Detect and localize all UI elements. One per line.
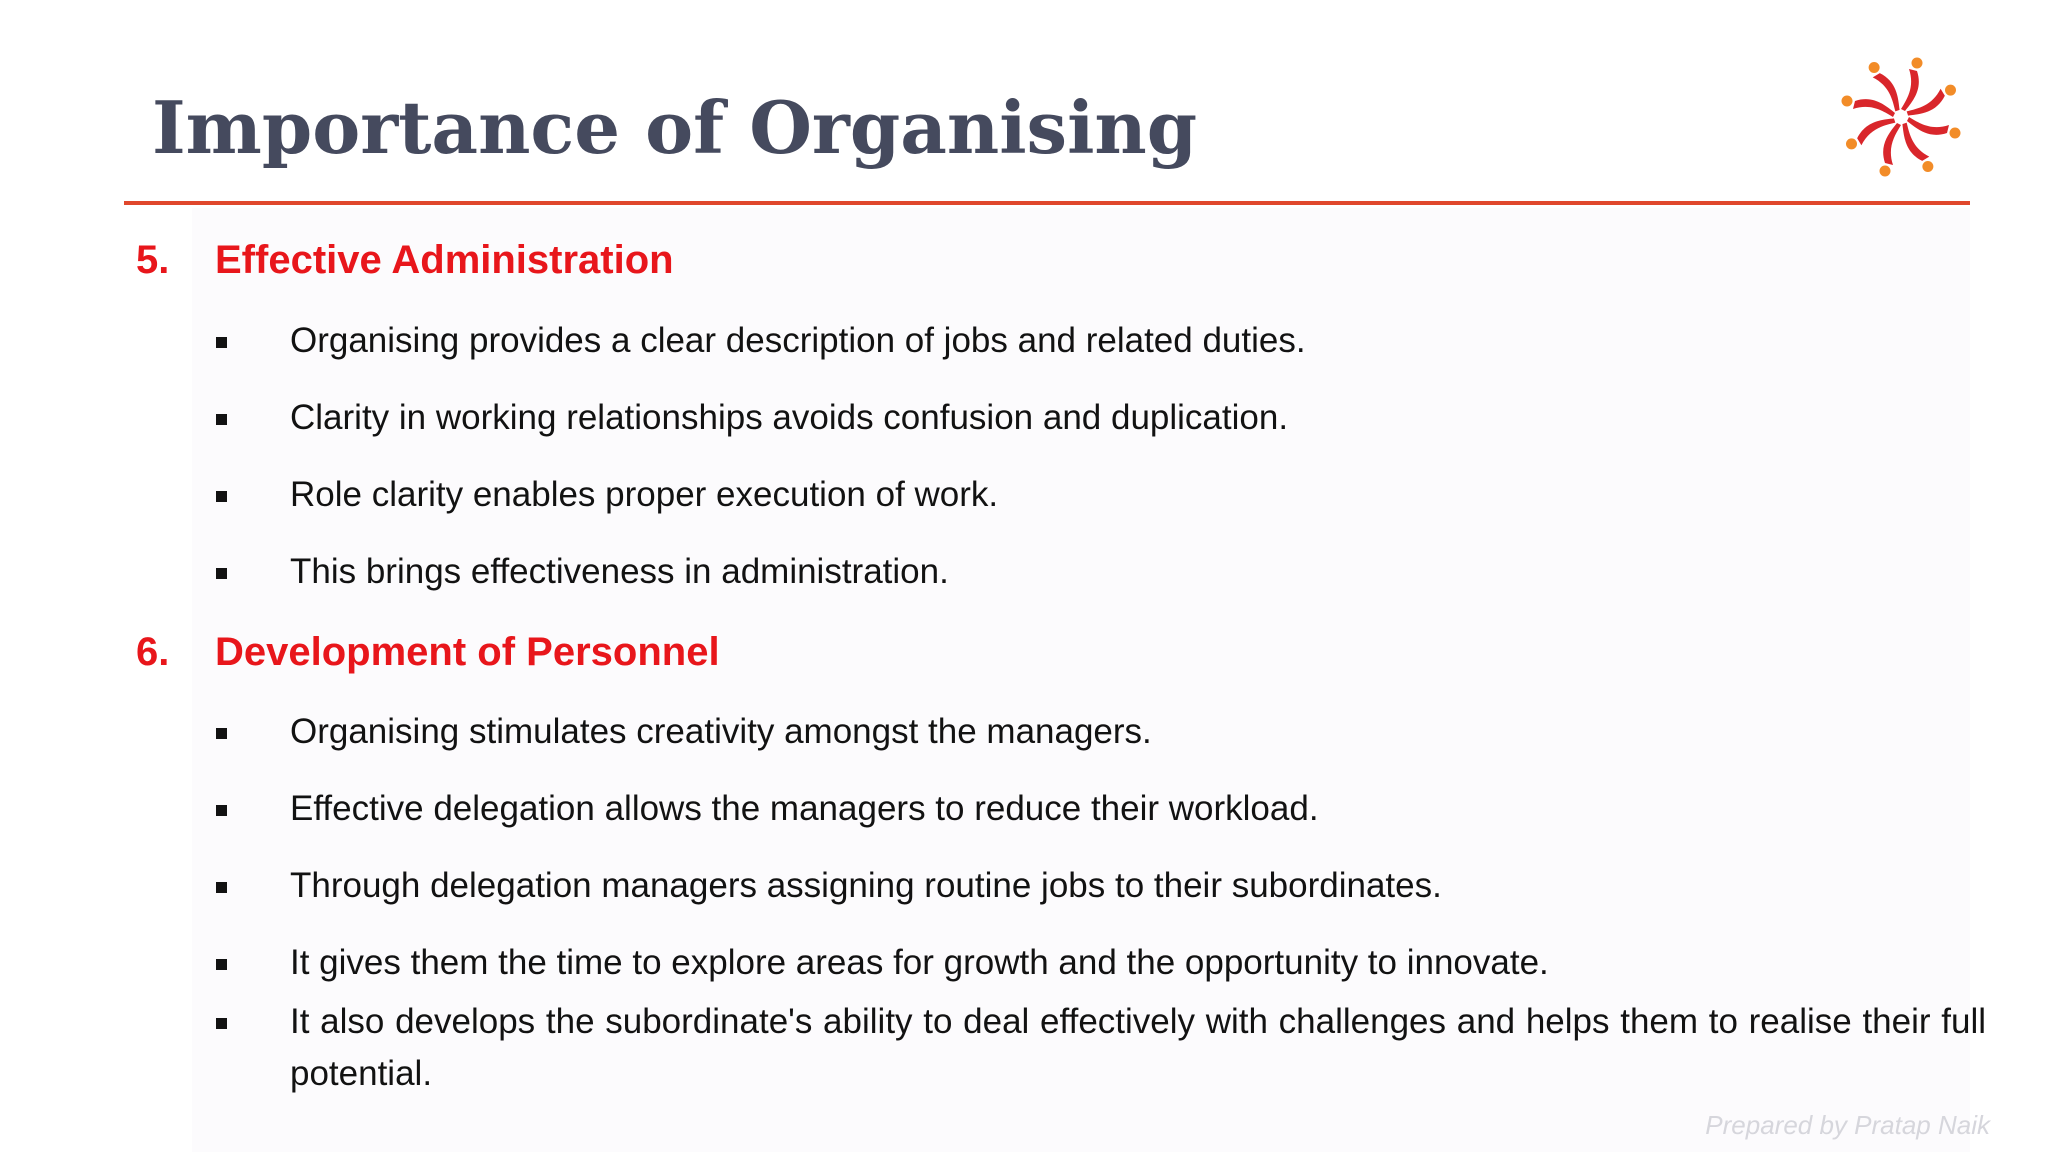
logo-figure [1901,58,1923,112]
bullet-text: Through delegation managers assigning routine jobs to their subordinates. [290,866,1442,905]
list-item [216,996,1986,1100]
section-title: Effective Administration [215,238,674,282]
list-item [216,706,1986,758]
bullet-text: This brings effectiveness in administration. [290,552,949,591]
square-bullet-icon [216,568,227,579]
list-item [216,937,1986,989]
square-bullet-icon [216,728,227,739]
slide-title: Importance of Organising [152,85,1198,170]
list-item [216,315,1986,367]
list-item [216,783,1986,835]
square-bullet-icon [216,337,227,348]
square-bullet-icon [216,882,227,893]
square-bullet-icon [216,805,227,816]
square-bullet-icon [216,491,227,502]
bullet-text: It also develops the subordinate's ability to deal effectively with challenges and helps them to realise their full potential. [290,1002,1986,1093]
people-circle-logo-icon [1836,52,1966,182]
footer-credit: Prepared by Pratap Naik [1705,1110,1990,1140]
title-underline [124,201,1970,205]
section-number: 6. [136,630,170,674]
square-bullet-icon [216,1018,227,1029]
section-number: 5. [136,238,170,282]
list-item [216,860,1986,912]
list-item [216,469,1986,521]
bullet-text: It gives them the time to explore areas for growth and the opportunity to innovate. [290,943,1549,982]
section-heading-development-of-personnel [136,632,720,672]
logo-figure [1880,123,1902,177]
list-item [216,392,1986,444]
section-heading-effective-administration [136,240,674,280]
logo-figure [1907,117,1961,139]
square-bullet-icon [216,959,227,970]
section-title: Development of Personnel [215,630,720,674]
logo-figure [1842,96,1896,118]
list-item [216,546,1986,598]
bullet-text: Organising provides a clear description of jobs and related duties. [290,321,1306,360]
bullet-text: Organising stimulates creativity amongst the managers. [290,712,1152,751]
bullet-text: Role clarity enables proper execution of work. [290,475,999,514]
square-bullet-icon [216,414,227,425]
bullet-text: Clarity in working relationships avoids confusion and duplication. [290,398,1289,437]
bullet-text: Effective delegation allows the managers to reduce their workload. [290,789,1319,828]
